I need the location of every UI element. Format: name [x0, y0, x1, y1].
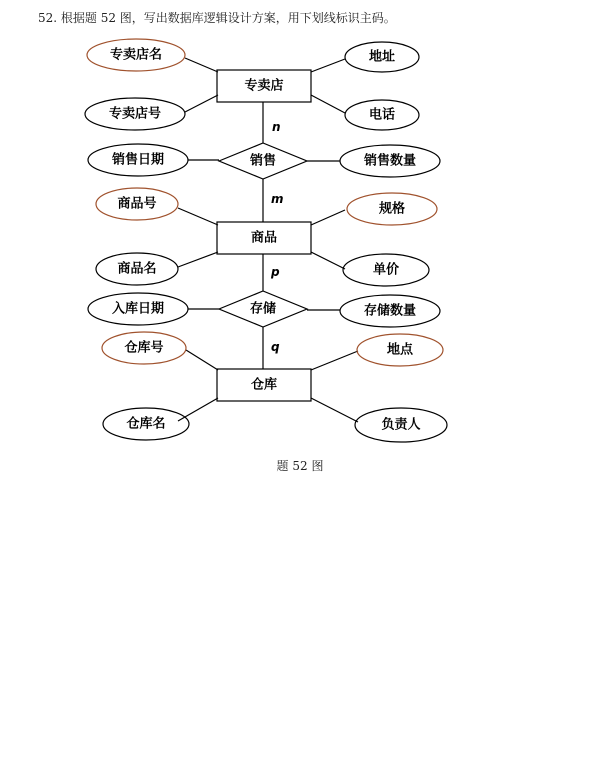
attribute-shop-phone: 电话 — [368, 107, 396, 123]
attribute-shop-address: 地址 — [368, 49, 396, 65]
attribute-shop-name: 专卖店名 — [109, 47, 163, 63]
connector-line — [185, 95, 218, 112]
attribute-storage-quantity: 存储数量 — [363, 303, 417, 319]
entity-shop-label: 专卖店 — [244, 78, 284, 94]
relationship-storage-label: 存储 — [249, 301, 277, 317]
attribute-sale-quantity: 销售数量 — [363, 153, 417, 169]
attribute-sale-date: 销售日期 — [111, 152, 165, 168]
connector-line — [178, 398, 218, 421]
relationship-sale-label: 销售 — [249, 153, 277, 169]
attribute-product-id: 商品号 — [117, 196, 157, 212]
attribute-warehouse-id: 仓库号 — [124, 340, 164, 356]
connector-line — [311, 95, 345, 113]
connector-line — [186, 350, 218, 370]
attribute-warehouse-location: 地点 — [386, 342, 414, 358]
connector-line — [178, 252, 218, 267]
cardinality-sale-product: m — [271, 192, 284, 206]
question-text: 52. 根据题 52 图，写出数据库逻辑设计方案，用下划线标识主码。 — [38, 11, 396, 25]
entity-warehouse-label: 仓库 — [250, 377, 278, 393]
cardinality-product-storage: p — [271, 265, 280, 279]
connector-line — [178, 208, 218, 225]
attribute-product-price: 单价 — [372, 262, 400, 278]
attribute-warehouse-manager: 负责人 — [381, 417, 421, 433]
attribute-product-name: 商品名 — [117, 261, 157, 277]
entity-product-label: 商品 — [250, 230, 278, 246]
attribute-shop-id: 专卖店号 — [108, 106, 162, 122]
attribute-warehouse-name: 仓库名 — [126, 416, 166, 432]
attribute-storage-date: 入库日期 — [111, 301, 165, 317]
figure-caption: 题 52 图 — [276, 459, 324, 473]
attribute-product-spec: 规格 — [378, 201, 406, 217]
connector-line — [311, 398, 358, 422]
cardinality-shop-sale: n — [272, 120, 281, 134]
connector-line — [185, 58, 218, 72]
connector-line — [311, 210, 345, 225]
cardinality-storage-warehouse: q — [271, 340, 280, 354]
connector-line — [311, 252, 345, 269]
connector-line — [311, 351, 358, 370]
connector-line — [311, 59, 345, 72]
